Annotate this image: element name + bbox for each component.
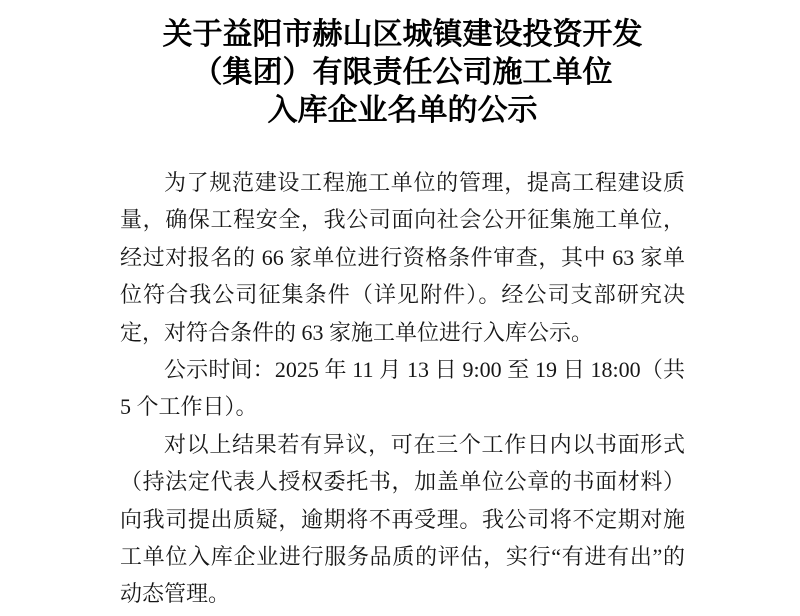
title-line-1: 关于益阳市赫山区城镇建设投资开发 [162, 18, 643, 51]
document-body [120, 164, 685, 613]
title-line-3: 入库企业名单的公示 [267, 94, 538, 127]
document-title [120, 16, 685, 130]
paragraph-publicity-period: 公示时间：2025 年 11 月 13 日 9:00 至 19 日 18:00（共 5 个工作日）。 [120, 357, 685, 420]
paragraph-intro: 为了规范建设工程施工单位的管理，提高工程建设质量，确保工程安全，我公司面向社会公开征集施工单位，经过对报名的 66 家单位进行资格条件审查，其中 63 家单位符合我公司征集条件（详见附件）。经公司支部研究决定，对符合条件的 63 家施工单位进行入库公示。 [120, 170, 685, 345]
title-line-2: （集团）有限责任公司施工单位 [192, 56, 613, 89]
paragraph-objection-and-management: 对以上结果若有异议，可在三个工作日内以书面形式（持法定代表人授权委托书，加盖单位公章的书面材料）向我司提出质疑，逾期将不再受理。我公司将不定期对施工单位入库企业进行服务品质的评估，实行“有进有出”的动态管理。 [120, 431, 685, 607]
